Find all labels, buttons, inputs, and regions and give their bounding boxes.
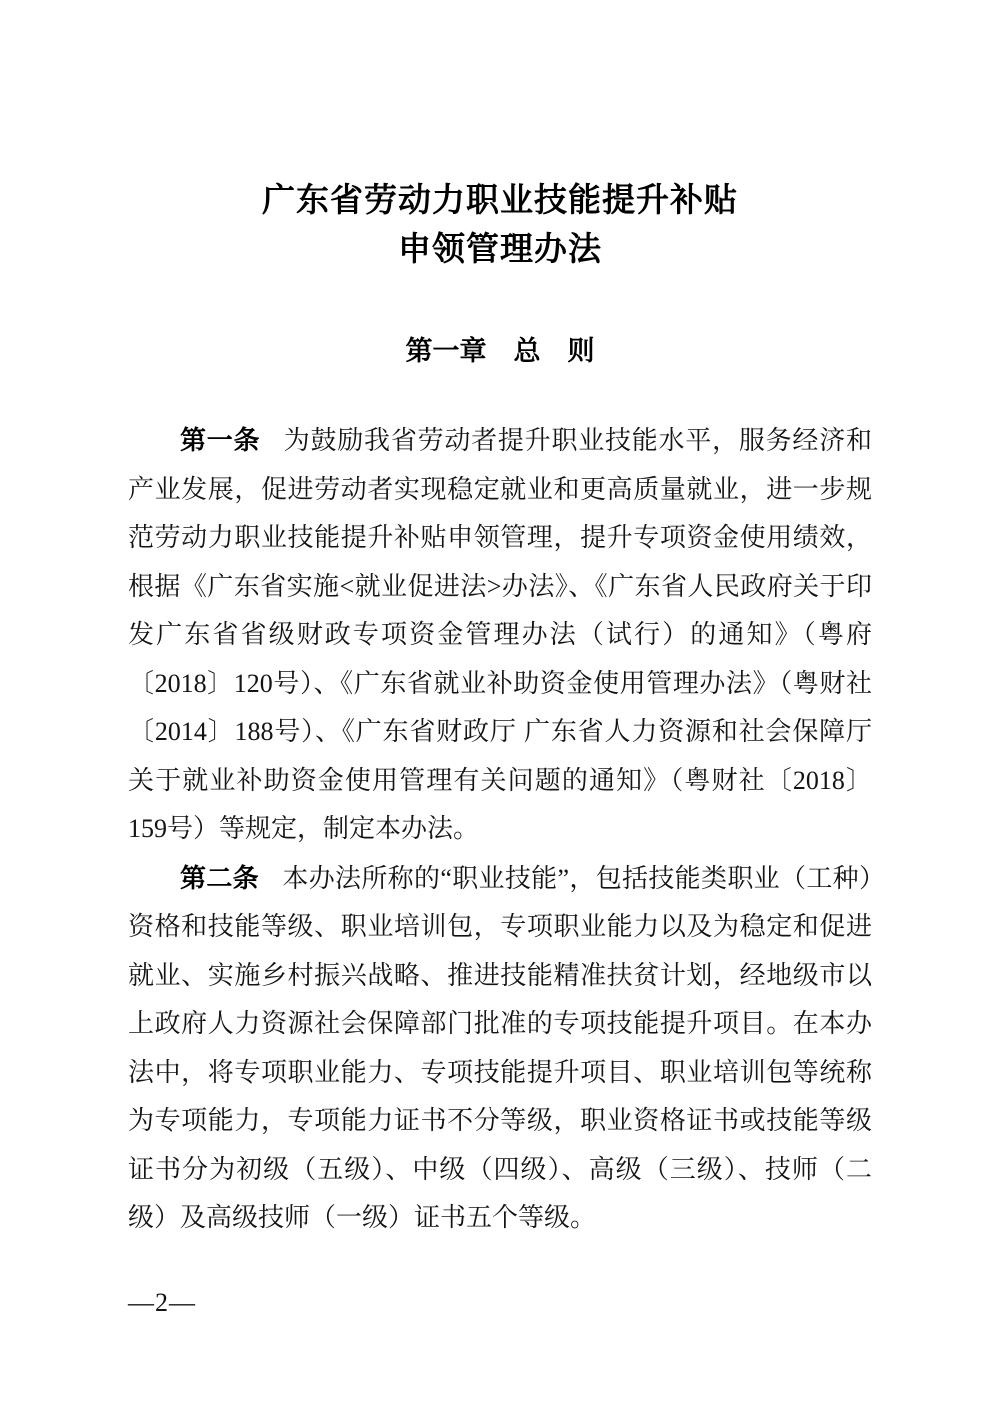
article-2-paragraph (128, 854, 872, 1243)
document-title-line-1: 广东省劳动力职业技能提升补贴 (262, 181, 738, 218)
article-2-label: 第二条 (180, 862, 259, 893)
document-body (128, 416, 872, 1243)
article-1-paragraph (128, 416, 872, 854)
document-title (128, 175, 872, 273)
page-number: —2— (128, 1287, 196, 1317)
article-1-label: 第一条 (180, 425, 261, 455)
article-2-text: 本办法所称的“职业技能”，包括技能类职业（工种）资格和技能等级、职业培训包，专项职业能力以及为稳定和促进就业、实施乡村振兴战略、推进技能精准扶贫计划，经地级市以上政府人力资源社会保障部门批准的专项技能提升项目。在本办法中，将专项职业能力、专项技能提升项目、职业培训包等统称为专项能力，专项能力证书不分等级，职业资格证书或技能等级证书分为初级（五级）、中级（四级）、高级（三级）、技师（二级）及高级技师（一级）证书五个等级。 (128, 863, 872, 1232)
document-title-line-2: 申领管理办法 (398, 230, 602, 267)
article-1-text: 为鼓励我省劳动者提升职业技能水平，服务经济和产业发展，促进劳动者实现稳定就业和更高质量就业，进一步规范劳动力职业技能提升补贴申领管理，提升专项资金使用绩效，根据《广东省实施<就业促进法>办法》、《广东省人民政府关于印发广东省省级财政专项资金管理办法（试行）的通知》（粤府〔2018〕120号）、《广东省就业补助资金使用管理办法》（粤财社〔2014〕188号）、《广东省财政厅 广东省人力资源和社会保障厅关于就业补助资金使用管理有关问题的通知》（粤财社〔2018〕159号）等规定，制定本办法。 (128, 426, 872, 843)
chapter-heading: 第一章 总 则 (405, 336, 595, 366)
